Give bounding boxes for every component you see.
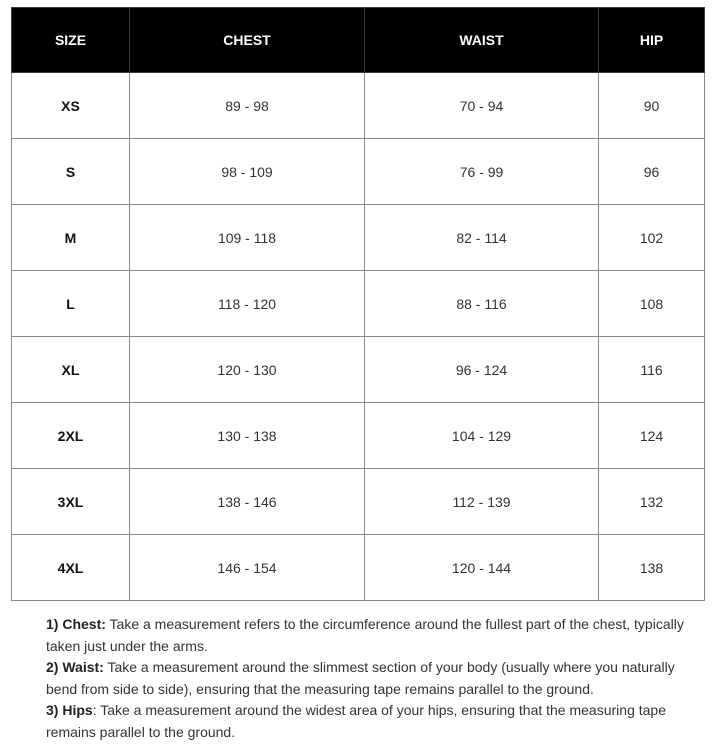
- size-cell: 4XL: [12, 535, 130, 601]
- table-row: [12, 73, 705, 139]
- waist-cell: 120 - 144: [365, 535, 599, 601]
- size-cell: S: [12, 139, 130, 205]
- note-chest: [46, 614, 702, 657]
- hip-cell: 108: [599, 271, 705, 337]
- table-header: [12, 8, 705, 73]
- waist-cell: 112 - 139: [365, 469, 599, 535]
- hip-cell: 138: [599, 535, 705, 601]
- size-cell: XS: [12, 73, 130, 139]
- waist-cell: 76 - 99: [365, 139, 599, 205]
- waist-cell: 96 - 124: [365, 337, 599, 403]
- size-chart-table: [11, 7, 705, 601]
- note-term: 3) Hips: [46, 702, 93, 718]
- hip-cell: 96: [599, 139, 705, 205]
- chest-cell: 138 - 146: [130, 469, 365, 535]
- hip-cell: 102: [599, 205, 705, 271]
- size-cell: M: [12, 205, 130, 271]
- hip-cell: 132: [599, 469, 705, 535]
- header-row: [12, 8, 705, 73]
- chest-cell: 130 - 138: [130, 403, 365, 469]
- header-chest: CHEST: [130, 8, 365, 73]
- size-cell: 2XL: [12, 403, 130, 469]
- note-text: Take a measurement around the slimmest section of your body (usually where you naturally bend from side to side), ensuring that the measuring tape remains parallel to the ground.: [46, 659, 675, 697]
- table-row: [12, 535, 705, 601]
- note-term: 2) Waist:: [46, 659, 104, 675]
- waist-cell: 70 - 94: [365, 73, 599, 139]
- measurement-notes: [46, 614, 702, 743]
- size-cell: L: [12, 271, 130, 337]
- note-text: Take a measurement refers to the circumference around the fullest part of the chest, typically taken just under the arms.: [46, 616, 684, 654]
- hip-cell: 90: [599, 73, 705, 139]
- hip-cell: 116: [599, 337, 705, 403]
- waist-cell: 104 - 129: [365, 403, 599, 469]
- header-hip: HIP: [599, 8, 705, 73]
- table-row: [12, 271, 705, 337]
- waist-cell: 82 - 114: [365, 205, 599, 271]
- note-hips: [46, 700, 702, 743]
- table-row: [12, 205, 705, 271]
- size-cell: XL: [12, 337, 130, 403]
- note-text: : Take a measurement around the widest area of your hips, ensuring that the measuring tape remains parallel to the ground.: [46, 702, 666, 740]
- waist-cell: 88 - 116: [365, 271, 599, 337]
- table-row: [12, 403, 705, 469]
- header-size: SIZE: [12, 8, 130, 73]
- chest-cell: 146 - 154: [130, 535, 365, 601]
- header-waist: WAIST: [365, 8, 599, 73]
- table-body: [12, 73, 705, 601]
- note-waist: [46, 657, 702, 700]
- table-row: [12, 337, 705, 403]
- chest-cell: 98 - 109: [130, 139, 365, 205]
- chest-cell: 89 - 98: [130, 73, 365, 139]
- chest-cell: 118 - 120: [130, 271, 365, 337]
- hip-cell: 124: [599, 403, 705, 469]
- table-row: [12, 469, 705, 535]
- chest-cell: 109 - 118: [130, 205, 365, 271]
- table-row: [12, 139, 705, 205]
- note-term: 1) Chest:: [46, 616, 106, 632]
- size-cell: 3XL: [12, 469, 130, 535]
- chest-cell: 120 - 130: [130, 337, 365, 403]
